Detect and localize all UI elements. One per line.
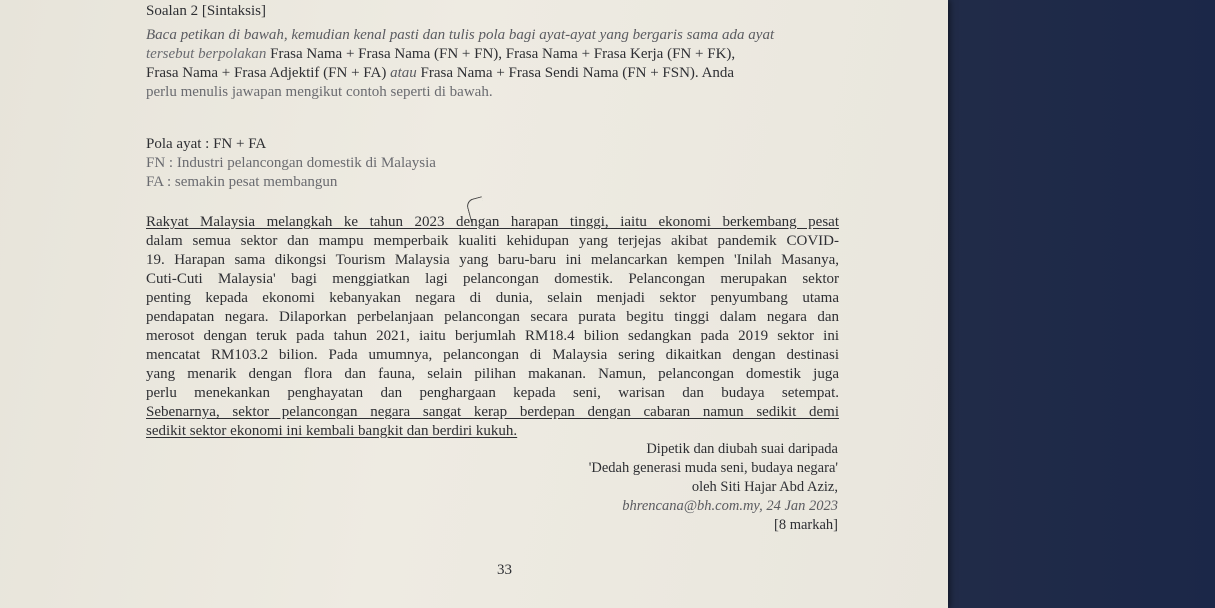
instruction-line-2: tersebut berpolakan Frasa Nama + Frasa Nama (FN + FN), Frasa Nama + Frasa Kerja (FN + FK),	[146, 46, 736, 62]
question-title: Soalan 2 [Sintaksis]	[146, 3, 266, 19]
passage-line-8: mencatat RM103.2 bilion. Pada umumnya, pelancongan di Malaysia sering dikaitkan dengan destinasi	[146, 347, 839, 363]
passage-line-1: Rakyat Malaysia melangkah ke tahun 2023 dengan harapan tinggi, iaitu ekonomi berkembang pesat	[146, 214, 839, 230]
instruction-line-3: Frasa Nama + Frasa Adjektif (FN + FA) atau Frasa Nama + Frasa Sendi Nama (FN + FSN). Anda	[146, 65, 735, 81]
passage-line-5: penting kepada ekonomi kebanyakan negara di dunia, selain menjadi sektor penyumbang utama	[146, 290, 839, 306]
passage-line-2: dalam semua sektor dan mampu memperbaik kualiti kehidupan yang terjejas akibat pandemik COVID-	[146, 233, 839, 249]
passage-line-3: 19. Harapan sama dikongsi Tourism Malaysia yang baru-baru ini melancarkan kempen 'Inilah Masanya,	[146, 252, 839, 268]
example-pola: Pola ayat : FN + FA	[146, 136, 267, 152]
page-number: 33	[497, 562, 512, 578]
instruction-line-1: Baca petikan di bawah, kemudian kenal pasti dan tulis pola bagi ayat-ayat yang bergaris sama ada ayat	[146, 27, 775, 43]
passage-line-7: merosot dengan teruk pada tahun 2021, iaitu berjumlah RM18.4 bilion sedangkan pada 2019 sektor ini	[146, 328, 839, 344]
marks: [8 markah]	[773, 517, 838, 533]
passage-line-10: perlu menekankan penghayatan dan penghargaan kepada seni, warisan dan budaya setempat.	[146, 385, 839, 401]
passage-line-9: yang menarik dengan flora dan fauna, selain pilihan makanan. Namun, pelancongan domestik juga	[146, 366, 839, 382]
source-line-4: bhrencana@bh.com.my, 24 Jan 2023	[622, 498, 838, 514]
example-fa: FA : semakin pesat membangun	[146, 174, 338, 190]
passage-line-11: Sebenarnya, sektor pelancongan negara sangat kerap berdepan dengan cabaran namun sedikit demi	[146, 404, 839, 420]
instruction-line-4: perlu menulis jawapan mengikut contoh seperti di bawah.	[146, 84, 493, 100]
source-line-2: 'Dedah generasi muda seni, budaya negara'	[588, 460, 838, 476]
example-fn: FN : Industri pelancongan domestik di Malaysia	[146, 155, 436, 171]
passage-line-4: Cuti-Cuti Malaysia' bagi menggiatkan lagi pelancongan domestik. Pelancongan merupakan sektor	[146, 271, 839, 287]
source-line-1: Dipetik dan diubah suai daripada	[646, 441, 838, 457]
source-line-3: oleh Siti Hajar Abd Aziz,	[691, 479, 838, 495]
passage-line-6: pendapatan negara. Dilaporkan perbelanjaan pelancongan secara purata begitu tinggi dalam negara dan	[146, 309, 839, 325]
passage-line-12: sedikit sektor ekonomi ini kembali bangkit dan berdiri kukuh.	[146, 423, 518, 439]
